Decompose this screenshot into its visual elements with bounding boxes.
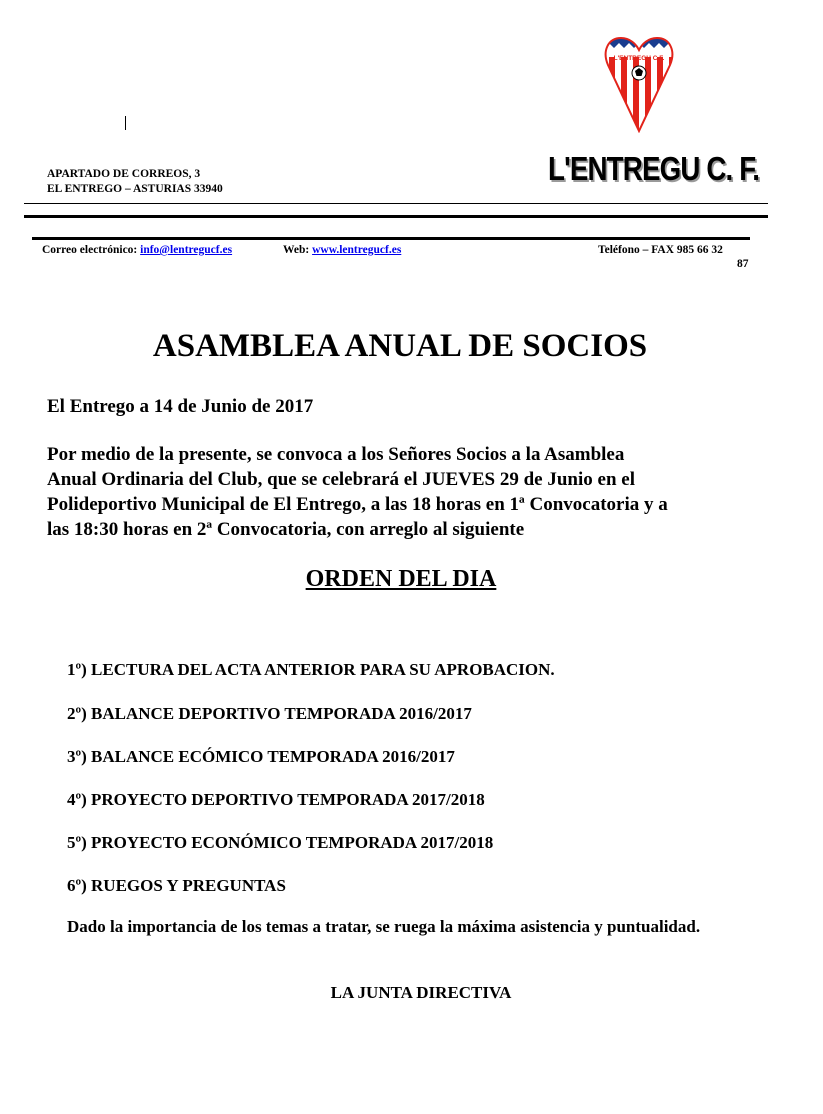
agenda-item: 2º) BALANCE DEPORTIVO TEMPORADA 2016/2017	[67, 704, 472, 723]
closing-note: Dado la importancia de los temas a tratar, se ruega la máxima asistencia y puntualidad.	[67, 917, 701, 936]
svg-text:L'ENTREGU C.F.: L'ENTREGU C.F.	[613, 55, 665, 62]
agenda-item: 1º) LECTURA DEL ACTA ANTERIOR PARA SU APROBACION.	[67, 660, 555, 679]
contact-web	[283, 243, 401, 258]
agenda-item: 5º) PROYECTO ECONÓMICO TEMPORADA 2017/2018	[67, 833, 494, 852]
agenda-item: 6º) RUEGOS Y PREGUNTAS	[67, 876, 286, 895]
club-name-heading: L'ENTREGU C. F.	[548, 150, 760, 187]
document-date: El Entrego a 14 de Junio de 2017	[47, 396, 314, 417]
convocation-paragraph	[47, 442, 767, 542]
contact-phone: Teléfono – FAX 985 66 32	[598, 244, 723, 256]
paragraph-line: las 18:30 horas en 2ª Convocatoria, con arreglo al siguiente	[47, 519, 525, 540]
signature-line: LA JUNTA DIRECTIVA	[330, 983, 512, 1002]
address-line-1: APARTADO DE CORREOS, 3	[47, 168, 201, 180]
text-cursor-mark	[125, 116, 126, 130]
paragraph-line: Por medio de la presente, se convoca a los Señores Socios a la Asamblea	[47, 444, 625, 465]
contact-phone-wrap: 87	[737, 258, 749, 270]
agenda-item: 3º) BALANCE ECÓMICO TEMPORADA 2016/2017	[67, 747, 455, 766]
address-line-2: EL ENTREGO – ASTURIAS 33940	[47, 183, 223, 195]
contact-email	[42, 243, 232, 258]
agenda-heading: ORDEN DEL DIA	[305, 566, 497, 592]
club-crest-logo	[604, 35, 674, 133]
web-label: Web:	[283, 244, 310, 256]
contact-divider	[32, 237, 750, 240]
paragraph-line: Anual Ordinaria del Club, que se celebrará el JUEVES 29 de Junio en el	[47, 469, 635, 490]
web-link[interactable]: www.lentregucf.es	[312, 244, 402, 256]
email-link[interactable]: info@lentregucf.es	[140, 244, 233, 256]
document-title: ASAMBLEA ANUAL DE SOCIOS	[152, 328, 648, 364]
header-divider-thin	[24, 203, 768, 204]
paragraph-line: Polideportivo Municipal de El Entrego, a las 18 horas en 1ª Convocatoria y a	[47, 494, 668, 515]
agenda-item: 4º) PROYECTO DEPORTIVO TEMPORADA 2017/2018	[67, 790, 485, 809]
email-label: Correo electrónico:	[42, 244, 138, 256]
header-divider-thick	[24, 215, 768, 218]
